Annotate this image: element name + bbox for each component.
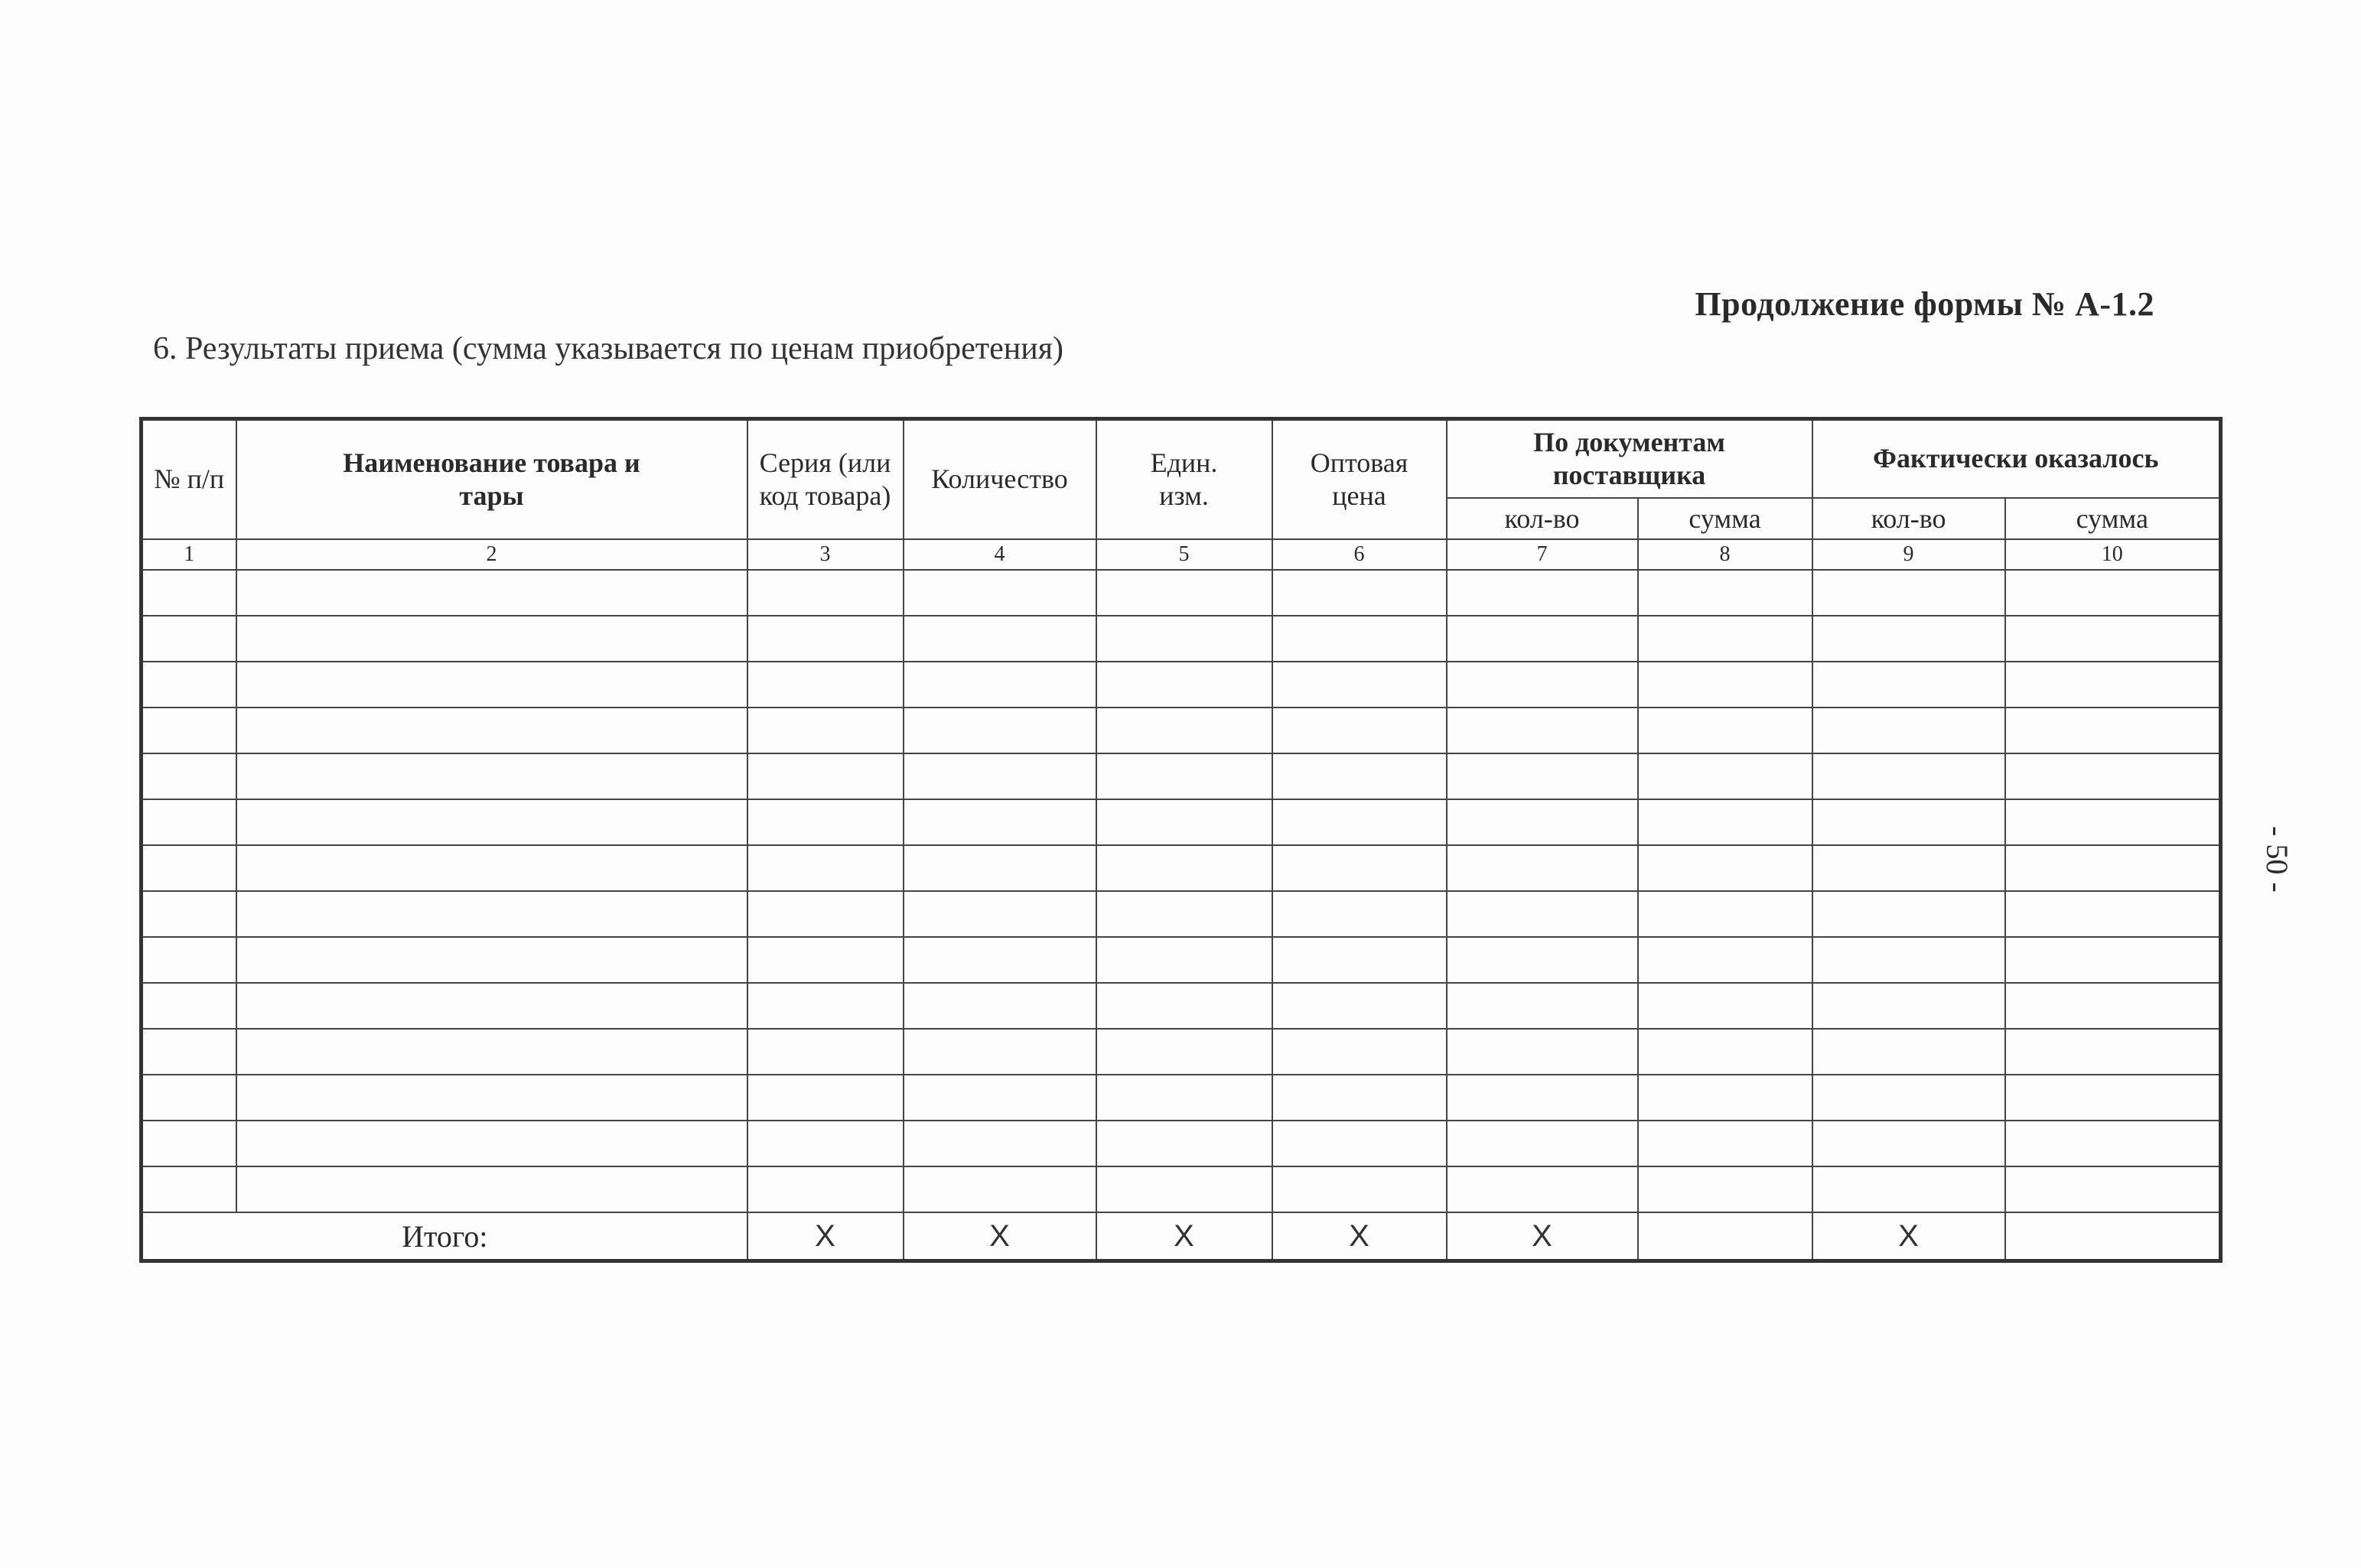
table-cell[interactable] bbox=[236, 891, 747, 937]
table-cell[interactable] bbox=[236, 1075, 747, 1121]
form-title: Продолжение формы № А-1.2 bbox=[1695, 285, 2154, 323]
column-number: 3 bbox=[747, 539, 904, 570]
table-cell[interactable] bbox=[1812, 1166, 2005, 1212]
table-cell[interactable] bbox=[1272, 1075, 1447, 1121]
table-cell[interactable] bbox=[2005, 570, 2221, 616]
column-number: 10 bbox=[2005, 539, 2221, 570]
column-number: 8 bbox=[1638, 539, 1812, 570]
table-cell[interactable] bbox=[904, 753, 1096, 799]
table-cell[interactable] bbox=[142, 662, 236, 708]
table-cell[interactable] bbox=[1638, 983, 1812, 1029]
header-actual-sum: сумма bbox=[2005, 498, 2221, 539]
table-cell[interactable] bbox=[1272, 1166, 1447, 1212]
table-cell[interactable] bbox=[1272, 937, 1447, 983]
table-cell[interactable] bbox=[1096, 1121, 1272, 1166]
table-cell[interactable] bbox=[2005, 937, 2221, 983]
table-cell[interactable] bbox=[1638, 1121, 1812, 1166]
table-cell[interactable] bbox=[747, 1166, 904, 1212]
table-cell[interactable] bbox=[904, 845, 1096, 891]
table-cell[interactable] bbox=[904, 708, 1096, 753]
table-cell[interactable] bbox=[142, 616, 236, 662]
table-cell[interactable] bbox=[236, 753, 747, 799]
table-cell[interactable] bbox=[1096, 662, 1272, 708]
header-docs-sum: сумма bbox=[1638, 498, 1812, 539]
table-cell[interactable] bbox=[1272, 616, 1447, 662]
total-actual-sum-cell[interactable] bbox=[2005, 1212, 2221, 1261]
table-cell[interactable] bbox=[1812, 1075, 2005, 1121]
table-cell[interactable] bbox=[1096, 845, 1272, 891]
table-cell[interactable] bbox=[2005, 983, 2221, 1029]
table-row bbox=[142, 1166, 2221, 1212]
header-actual-quantity: кол-во bbox=[1812, 498, 2005, 539]
table-row bbox=[142, 937, 2221, 983]
table-cell[interactable] bbox=[236, 1166, 747, 1212]
table-cell[interactable] bbox=[236, 662, 747, 708]
table-cell[interactable] bbox=[2005, 1166, 2221, 1212]
table-cell[interactable] bbox=[142, 570, 236, 616]
table-cell[interactable] bbox=[1272, 570, 1447, 616]
table-cell[interactable] bbox=[1447, 799, 1638, 845]
table-cell[interactable] bbox=[1812, 1029, 2005, 1075]
table-cell[interactable] bbox=[1447, 616, 1638, 662]
header-docs-quantity: кол-во bbox=[1447, 498, 1638, 539]
table-cell[interactable] bbox=[1096, 937, 1272, 983]
table-cell[interactable] bbox=[904, 799, 1096, 845]
total-row bbox=[142, 1212, 2221, 1261]
table-cell[interactable] bbox=[747, 1121, 904, 1166]
table-cell[interactable] bbox=[1096, 799, 1272, 845]
table-cell[interactable] bbox=[1447, 1075, 1638, 1121]
table-cell[interactable] bbox=[1447, 983, 1638, 1029]
table-cell[interactable] bbox=[2005, 799, 2221, 845]
column-number: 6 bbox=[1272, 539, 1447, 570]
table-row bbox=[142, 570, 2221, 616]
table-cell[interactable] bbox=[1812, 1121, 2005, 1166]
table-cell[interactable] bbox=[904, 616, 1096, 662]
table-cell[interactable] bbox=[142, 753, 236, 799]
table-cell[interactable] bbox=[1447, 570, 1638, 616]
table-cell[interactable] bbox=[142, 1121, 236, 1166]
table-cell[interactable] bbox=[747, 708, 904, 753]
table-cell[interactable] bbox=[1638, 1029, 1812, 1075]
header-item-name: Наименование товара и тары bbox=[236, 419, 747, 540]
table-cell[interactable] bbox=[1272, 799, 1447, 845]
table-cell[interactable] bbox=[904, 662, 1096, 708]
table-cell[interactable] bbox=[236, 616, 747, 662]
table-row bbox=[142, 1029, 2221, 1075]
table-cell[interactable] bbox=[236, 708, 747, 753]
table-cell[interactable] bbox=[1638, 1075, 1812, 1121]
column-number: 2 bbox=[236, 539, 747, 570]
header-quantity: Количество bbox=[904, 419, 1096, 540]
table-cell[interactable] bbox=[142, 1075, 236, 1121]
table-cell[interactable] bbox=[1447, 937, 1638, 983]
table-row bbox=[142, 753, 2221, 799]
table-cell[interactable] bbox=[747, 753, 904, 799]
table-cell[interactable] bbox=[1272, 753, 1447, 799]
table-cell[interactable] bbox=[1638, 845, 1812, 891]
table-row bbox=[142, 845, 2221, 891]
table-cell[interactable] bbox=[904, 937, 1096, 983]
table-cell[interactable] bbox=[1096, 983, 1272, 1029]
table-cell[interactable] bbox=[1638, 753, 1812, 799]
table-cell[interactable] bbox=[236, 799, 747, 845]
table-cell[interactable] bbox=[236, 570, 747, 616]
table-cell[interactable] bbox=[747, 616, 904, 662]
table-cell[interactable] bbox=[142, 845, 236, 891]
table-cell[interactable] bbox=[2005, 1075, 2221, 1121]
table-cell[interactable] bbox=[1638, 570, 1812, 616]
table-cell[interactable] bbox=[1272, 708, 1447, 753]
column-numbers-row bbox=[142, 539, 2221, 570]
total-docs-sum-cell[interactable] bbox=[1638, 1212, 1812, 1261]
table-cell[interactable] bbox=[1638, 1166, 1812, 1212]
table-row bbox=[142, 616, 2221, 662]
table-cell[interactable] bbox=[1812, 662, 2005, 708]
table-cell[interactable] bbox=[747, 983, 904, 1029]
table-cell[interactable] bbox=[2005, 708, 2221, 753]
table-cell[interactable] bbox=[236, 983, 747, 1029]
table-cell[interactable] bbox=[1096, 891, 1272, 937]
table-cell[interactable] bbox=[2005, 891, 2221, 937]
table-row bbox=[142, 1075, 2221, 1121]
column-number: 5 bbox=[1096, 539, 1272, 570]
table-cell[interactable] bbox=[1638, 799, 1812, 845]
table-cell[interactable] bbox=[1272, 662, 1447, 708]
column-number: 9 bbox=[1812, 539, 2005, 570]
table-cell[interactable] bbox=[1812, 570, 2005, 616]
table-cell[interactable] bbox=[1447, 708, 1638, 753]
table-cell[interactable] bbox=[747, 937, 904, 983]
table-cell[interactable] bbox=[1096, 708, 1272, 753]
table-row bbox=[142, 708, 2221, 753]
table-cell[interactable] bbox=[1096, 1166, 1272, 1212]
header-actual: Фактически оказалось bbox=[1812, 419, 2221, 499]
table-cell[interactable] bbox=[1812, 616, 2005, 662]
table-row bbox=[142, 1121, 2221, 1166]
table-cell[interactable] bbox=[142, 983, 236, 1029]
table-cell[interactable] bbox=[1447, 662, 1638, 708]
table-cell[interactable] bbox=[1638, 708, 1812, 753]
table-row bbox=[142, 983, 2221, 1029]
table-cell[interactable] bbox=[1272, 845, 1447, 891]
table-cell[interactable] bbox=[1272, 891, 1447, 937]
table-cell[interactable] bbox=[2005, 753, 2221, 799]
table-cell[interactable] bbox=[904, 1166, 1096, 1212]
table-cell[interactable] bbox=[236, 845, 747, 891]
table-cell[interactable] bbox=[2005, 662, 2221, 708]
table-cell[interactable] bbox=[1096, 616, 1272, 662]
table-cell[interactable] bbox=[1272, 983, 1447, 1029]
table-cell[interactable] bbox=[1638, 662, 1812, 708]
table-cell[interactable] bbox=[747, 799, 904, 845]
table-cell[interactable] bbox=[1447, 1166, 1638, 1212]
page-number: - 50 - bbox=[2260, 826, 2294, 893]
table-cell[interactable] bbox=[142, 1029, 236, 1075]
table-cell[interactable] bbox=[142, 891, 236, 937]
table-cell[interactable] bbox=[1096, 570, 1272, 616]
table-cell[interactable] bbox=[1812, 799, 2005, 845]
total-label: Итого: bbox=[142, 1212, 747, 1261]
header-wholesale-price: Оптовая цена bbox=[1272, 419, 1447, 540]
header-series: Серия (или код товара) bbox=[747, 419, 904, 540]
table-cell[interactable] bbox=[1812, 983, 2005, 1029]
table-cell[interactable] bbox=[1812, 753, 2005, 799]
table-cell[interactable] bbox=[142, 708, 236, 753]
table-cell[interactable] bbox=[1812, 845, 2005, 891]
total-actual-quantity-cell: X bbox=[1812, 1212, 2005, 1261]
table-cell[interactable] bbox=[747, 845, 904, 891]
table-cell[interactable] bbox=[142, 799, 236, 845]
table-cell[interactable] bbox=[2005, 1029, 2221, 1075]
table-cell[interactable] bbox=[2005, 1121, 2221, 1166]
table-row bbox=[142, 891, 2221, 937]
table-cell[interactable] bbox=[747, 1029, 904, 1075]
table-cell[interactable] bbox=[2005, 616, 2221, 662]
table-cell[interactable] bbox=[236, 1029, 747, 1075]
table-cell[interactable] bbox=[1812, 891, 2005, 937]
column-number: 7 bbox=[1447, 539, 1638, 570]
total-series-cell: X bbox=[747, 1212, 904, 1261]
table-cell[interactable] bbox=[904, 891, 1096, 937]
table-cell[interactable] bbox=[747, 1075, 904, 1121]
table-cell[interactable] bbox=[904, 1121, 1096, 1166]
table-cell[interactable] bbox=[236, 1121, 747, 1166]
table-cell[interactable] bbox=[1096, 1075, 1272, 1121]
table-row bbox=[142, 662, 2221, 708]
table-cell[interactable] bbox=[1812, 937, 2005, 983]
table-cell[interactable] bbox=[2005, 845, 2221, 891]
table-cell[interactable] bbox=[1096, 753, 1272, 799]
total-quantity-cell: X bbox=[904, 1212, 1096, 1261]
total-price-cell: X bbox=[1272, 1212, 1447, 1261]
table-cell[interactable] bbox=[1447, 845, 1638, 891]
table-cell[interactable] bbox=[1447, 1121, 1638, 1166]
table-cell[interactable] bbox=[142, 1166, 236, 1212]
table-cell[interactable] bbox=[904, 983, 1096, 1029]
table-cell[interactable] bbox=[1638, 891, 1812, 937]
table-cell[interactable] bbox=[1638, 937, 1812, 983]
table-row bbox=[142, 799, 2221, 845]
header-unit: Един. изм. bbox=[1096, 419, 1272, 540]
table-cell[interactable] bbox=[904, 1075, 1096, 1121]
table-cell[interactable] bbox=[1096, 1029, 1272, 1075]
table-cell[interactable] bbox=[236, 937, 747, 983]
acceptance-results-table bbox=[139, 417, 2223, 1263]
header-supplier-docs: По документам поставщика bbox=[1447, 419, 1812, 499]
table-cell[interactable] bbox=[747, 891, 904, 937]
table-cell[interactable] bbox=[1447, 891, 1638, 937]
header-number: № п/п bbox=[142, 419, 236, 540]
column-number: 4 bbox=[904, 539, 1096, 570]
table-cell[interactable] bbox=[1447, 753, 1638, 799]
table-cell[interactable] bbox=[1812, 708, 2005, 753]
column-number: 1 bbox=[142, 539, 236, 570]
table-cell[interactable] bbox=[1272, 1029, 1447, 1075]
total-unit-cell: X bbox=[1096, 1212, 1272, 1261]
total-docs-quantity-cell: X bbox=[1447, 1212, 1638, 1261]
table-cell[interactable] bbox=[1638, 616, 1812, 662]
table-cell[interactable] bbox=[904, 570, 1096, 616]
table-cell[interactable] bbox=[1272, 1121, 1447, 1166]
table-cell[interactable] bbox=[747, 662, 904, 708]
table-cell[interactable] bbox=[142, 937, 236, 983]
section-title: 6. Результаты приема (сумма указывается по ценам приобретения) bbox=[153, 331, 1064, 366]
table-cell[interactable] bbox=[1447, 1029, 1638, 1075]
table-cell[interactable] bbox=[904, 1029, 1096, 1075]
table-cell[interactable] bbox=[747, 570, 904, 616]
